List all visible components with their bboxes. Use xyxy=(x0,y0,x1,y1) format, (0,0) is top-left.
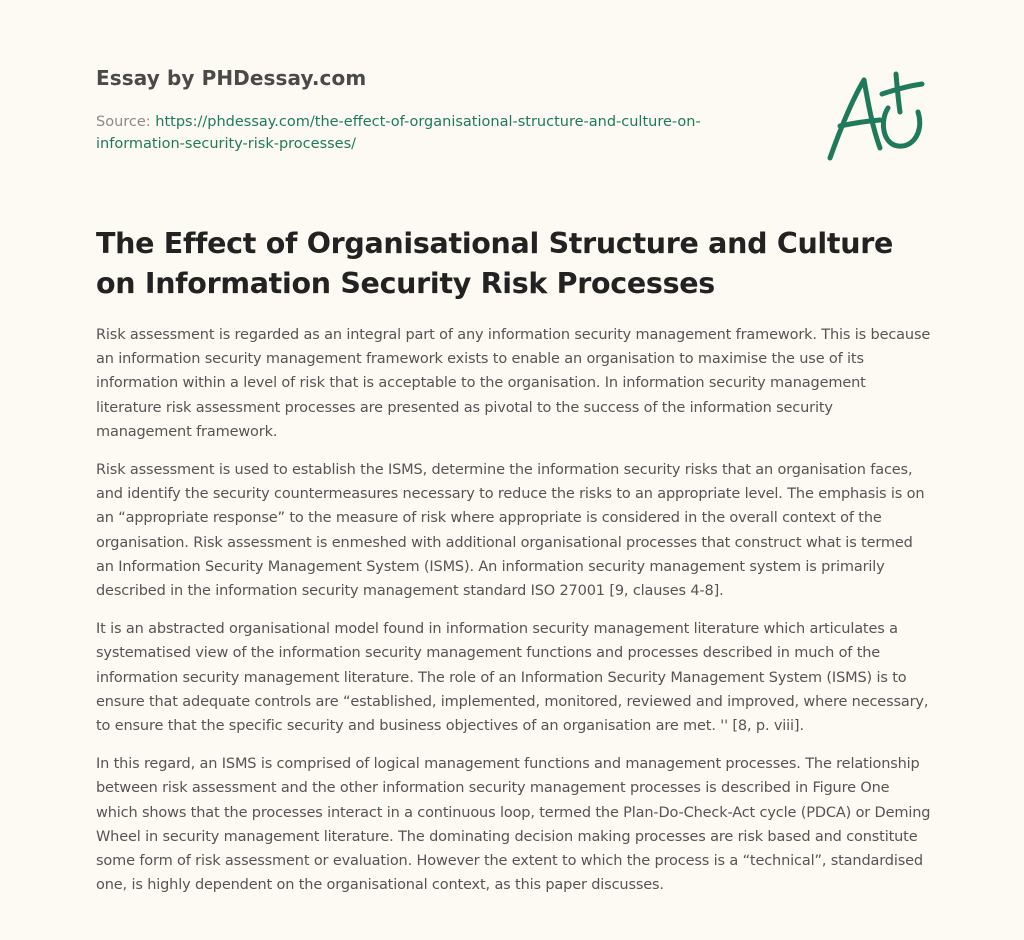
essay-paragraph: In this regard, an ISMS is comprised of logical management functions and management processes. The relationship between risk assessment and the other information security management processes is described in Figure One which shows that the processes interact in a continuous loop, termed the Plan-Do-Check-Act cycle (PDCA) or Deming Wheel in security management literature. The dominating decision making processes are risk based and constitute some form of risk assessment or evaluation. However the extent to which the process is a “technical”, standardised one, is highly dependent on the organisational context, as this paper discusses. xyxy=(96,756,931,894)
source-label: Source: xyxy=(96,114,156,130)
source-link[interactable]: https://phdessay.com/the-effect-of-organisational-structure-and-culture-on-information-security-risk-processes/ xyxy=(96,114,701,152)
essay-body xyxy=(96,323,932,911)
essay-paragraph: Risk assessment is used to establish the ISMS, determine the information security risks that an organisation faces, and identify the security countermeasures necessary to reduce the risks to an appropriate level. The emphasis is on an “appropriate response” to the measure of risk where appropriate is considered in the overall context of the organisation. Risk assessment is enmeshed with additional organisational processes that construct what is termed an Information Security Management System (ISMS). An information security management system is primarily described in the information security management standard ISO 27001 [9, clauses 4-8]. xyxy=(96,462,925,600)
essay-paragraph: Risk assessment is regarded as an integral part of any information security management framework. This is because an information security management framework exists to enable an organisation to maximise the use of its information within a level of risk that is acceptable to the organisation. In information security management literature risk assessment processes are presented as pivotal to the success of the information security management framework. xyxy=(96,327,931,440)
source-line xyxy=(96,111,776,155)
a-plus-logo-icon xyxy=(824,68,928,164)
essay-title: The Effect of Organisational Structure and Culture on Information Security Risk Processes xyxy=(96,227,894,300)
essay-paragraph: It is an abstracted organisational model found in information security management literature which articulates a systematised view of the information security management functions and processes described in much of the information security management literature. The role of an Information Security Management System (ISMS) is to ensure that adequate controls are “established, implemented, monitored, reviewed and improved, where necessary, to ensure that the specific security and business objectives of an organisation are met. '' [8, p. viii]. xyxy=(96,621,929,735)
site-brand: Essay by PHDessay.com xyxy=(96,66,367,90)
